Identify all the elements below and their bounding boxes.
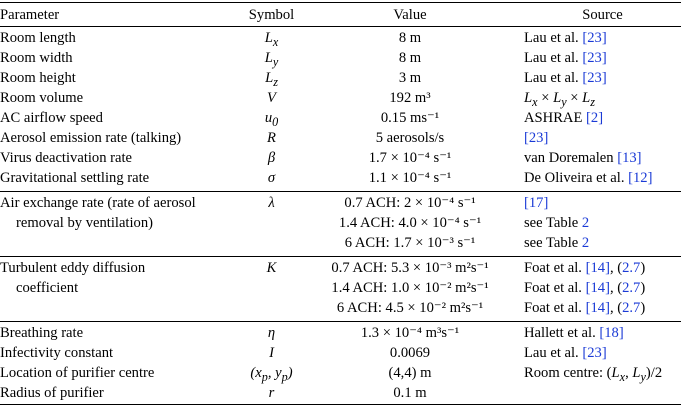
value-cell: 5 aerosols/s bbox=[375, 130, 445, 146]
citation-link: [23] bbox=[582, 70, 607, 86]
section-rule bbox=[0, 256, 681, 257]
parameter-cell: coefficient bbox=[16, 280, 79, 296]
table-row bbox=[0, 298, 681, 318]
symbol-cell: $L_x$ bbox=[264, 30, 279, 49]
source-cell: Room centre: ($L_x$, $L_y)/2$ bbox=[524, 365, 663, 384]
value-cell: 8 m bbox=[398, 50, 422, 66]
table-row bbox=[0, 233, 681, 253]
citation-link: [14] bbox=[585, 300, 610, 316]
citation-link: [14] bbox=[585, 280, 610, 296]
equation-link: 2.7 bbox=[622, 300, 641, 316]
value-cell: 0.7 ACH: 5.3 × 10⁻³ m²s⁻¹ bbox=[331, 260, 489, 276]
source-cell: Foat et al. [14], (2.7) bbox=[524, 260, 646, 276]
parameter-cell: Room length bbox=[0, 30, 76, 46]
header-row bbox=[0, 5, 681, 25]
symbol-cell: $u_0$ bbox=[264, 110, 279, 129]
value-cell: 3 m bbox=[398, 70, 422, 86]
value-cell: 6 ACH: 1.7 × 10⁻³ s⁻¹ bbox=[344, 235, 476, 251]
table-link: 2 bbox=[581, 215, 590, 231]
table-row bbox=[0, 48, 681, 68]
parameter-cell: Air exchange rate (rate of aerosol bbox=[0, 195, 196, 211]
header-parameter: Parameter bbox=[0, 7, 60, 23]
symbol-cell: λ bbox=[268, 195, 275, 211]
value-cell: 0.15 ms⁻¹ bbox=[380, 110, 440, 126]
table-row bbox=[0, 213, 681, 233]
value-cell: 1.7 × 10⁻⁴ s⁻¹ bbox=[368, 150, 452, 166]
value-cell: 0.1 m bbox=[393, 385, 427, 401]
table-row bbox=[0, 343, 681, 363]
table-row bbox=[0, 383, 681, 403]
table-row bbox=[0, 28, 681, 48]
value-cell: 1.3 × 10⁻⁴ m³s⁻¹ bbox=[360, 325, 460, 341]
value-cell: 1.1 × 10⁻⁴ s⁻¹ bbox=[368, 170, 452, 186]
value-cell: (4,4) m bbox=[388, 365, 432, 381]
source-cell: Foat et al. [14], (2.7) bbox=[524, 280, 646, 296]
value-cell: 0.7 ACH: 2 × 10⁻⁴ s⁻¹ bbox=[344, 195, 476, 211]
table-link: 2 bbox=[581, 235, 590, 251]
table-top-rule bbox=[0, 2, 681, 3]
value-cell: 0.0069 bbox=[389, 345, 431, 361]
parameter-cell: Infectivity constant bbox=[0, 345, 114, 361]
symbol-cell: R bbox=[267, 130, 276, 146]
symbol-cell: K bbox=[266, 260, 277, 276]
symbol-cell: V bbox=[267, 90, 276, 106]
value-cell: 6 ACH: 4.5 × 10⁻² m²s⁻¹ bbox=[336, 300, 484, 316]
table-row bbox=[0, 363, 681, 383]
source-cell: Lau et al. [23] bbox=[524, 30, 607, 46]
parameter-cell: AC airflow speed bbox=[0, 110, 103, 126]
parameter-cell: Turbulent eddy diffusion bbox=[0, 260, 146, 276]
citation-link: [18] bbox=[599, 325, 624, 341]
source-cell: De Oliveira et al. [12] bbox=[524, 170, 653, 186]
table-row bbox=[0, 108, 681, 128]
section-rule bbox=[0, 191, 681, 192]
parameter-cell: Gravitational settling rate bbox=[0, 170, 150, 186]
source-cell: Lau et al. [23] bbox=[524, 70, 607, 86]
source-cell: Lau et al. [23] bbox=[524, 345, 607, 361]
citation-link: [23] bbox=[582, 50, 607, 66]
source-cell: ASHRAE [2] bbox=[524, 110, 604, 126]
symbol-cell: ($x_p$, $y_p$) bbox=[250, 365, 293, 384]
table-row bbox=[0, 193, 681, 213]
symbol-cell: I bbox=[269, 345, 274, 361]
table-row bbox=[0, 323, 681, 343]
source-cell: see Table 2 bbox=[524, 215, 590, 231]
header-symbol: Symbol bbox=[248, 7, 295, 23]
parameter-cell: Radius of purifier bbox=[0, 385, 104, 401]
source-cell: $L_x \times L_y \times L_z$ bbox=[524, 90, 595, 109]
citation-link: [14] bbox=[585, 260, 610, 276]
table-row bbox=[0, 168, 681, 188]
source-cell: Lau et al. [23] bbox=[524, 50, 607, 66]
section-rule bbox=[0, 321, 681, 322]
equation-link: 2.7 bbox=[622, 280, 641, 296]
parameter-cell: Location of purifier centre bbox=[0, 365, 155, 381]
table-row bbox=[0, 258, 681, 278]
source-cell: van Doremalen [13] bbox=[524, 150, 642, 166]
parameter-cell: Room width bbox=[0, 50, 73, 66]
symbol-cell: $L_y$ bbox=[264, 50, 279, 69]
parameter-cell: Breathing rate bbox=[0, 325, 84, 341]
value-cell: 1.4 ACH: 4.0 × 10⁻⁴ s⁻¹ bbox=[338, 215, 482, 231]
header-rule bbox=[0, 26, 681, 27]
table-row bbox=[0, 278, 681, 298]
citation-link: [23] bbox=[582, 30, 607, 46]
parameter-cell: Virus deactivation rate bbox=[0, 150, 133, 166]
value-cell: 192 m³ bbox=[389, 90, 431, 106]
header-source: Source bbox=[582, 7, 623, 23]
source-cell: Hallett et al. [18] bbox=[524, 325, 624, 341]
parameter-cell: removal by ventilation) bbox=[16, 215, 153, 231]
citation-link: [23] bbox=[582, 345, 607, 361]
parameter-cell: Room volume bbox=[0, 90, 84, 106]
citation-link: [13] bbox=[617, 150, 642, 166]
citation-link: [17] bbox=[524, 195, 549, 211]
symbol-cell: σ bbox=[267, 170, 276, 186]
source-cell: Foat et al. [14], (2.7) bbox=[524, 300, 646, 316]
symbol-cell: r bbox=[268, 385, 275, 401]
source-cell: see Table 2 bbox=[524, 235, 590, 251]
citation-link: [12] bbox=[628, 170, 653, 186]
symbol-cell: η bbox=[267, 325, 276, 341]
table-bottom-rule bbox=[0, 404, 681, 405]
value-cell: 8 m bbox=[398, 30, 422, 46]
table-row bbox=[0, 88, 681, 108]
table-row bbox=[0, 128, 681, 148]
citation-link: [23] bbox=[524, 130, 549, 146]
citation-link: [2] bbox=[586, 110, 604, 126]
symbol-cell: β bbox=[267, 150, 276, 166]
table-row bbox=[0, 148, 681, 168]
parameter-cell: Room height bbox=[0, 70, 76, 86]
value-cell: 1.4 ACH: 1.0 × 10⁻² m²s⁻¹ bbox=[331, 280, 489, 296]
table-row bbox=[0, 68, 681, 88]
equation-link: 2.7 bbox=[622, 260, 641, 276]
parameter-cell: Aerosol emission rate (talking) bbox=[0, 130, 182, 146]
symbol-cell: $L_z$ bbox=[265, 70, 278, 89]
header-value: Value bbox=[393, 7, 427, 23]
